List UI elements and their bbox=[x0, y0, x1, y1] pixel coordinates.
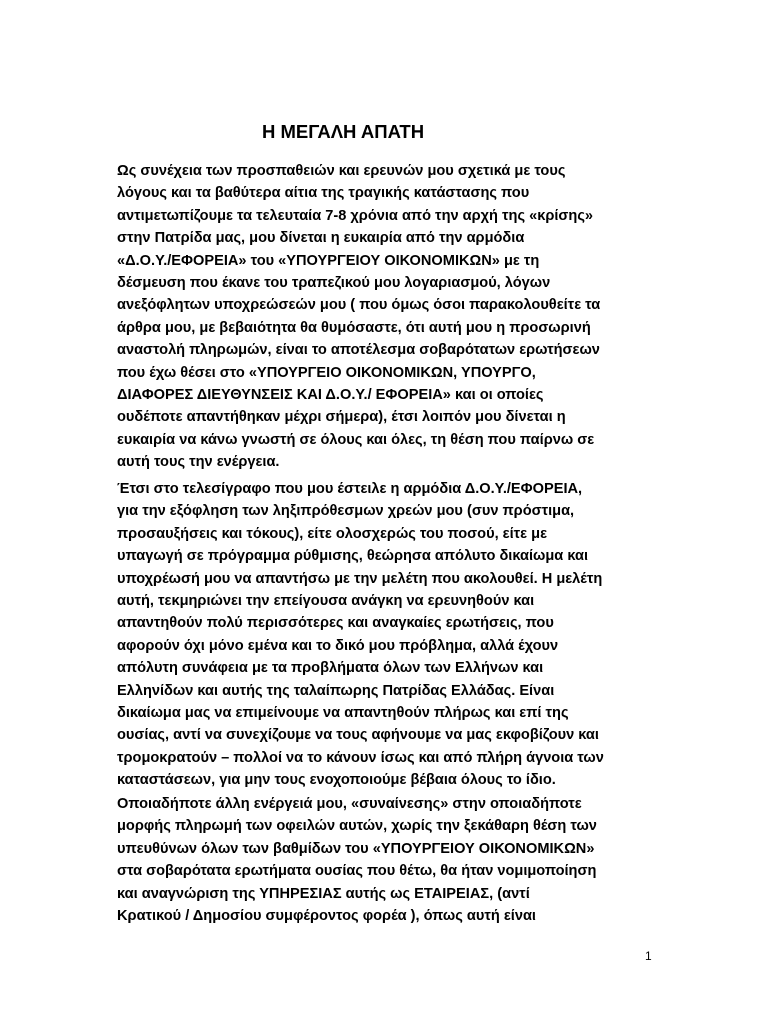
body-text-line: ευκαιρία να κάνω γνωστή σε όλους και όλες, τη θέση που παίρνω σε bbox=[117, 431, 595, 448]
body-text-line: αναστολή πληρωμών, είναι το αποτέλεσμα σοβαρότατων ερωτήσεων bbox=[117, 342, 600, 359]
body-text-line: που έχω θέσει στο «ΥΠΟΥΡΓΕΙΟ ΟΙΚΟΝΟΜΙΚΩΝ, ΥΠΟΥΡΓΟ, bbox=[117, 364, 536, 381]
body-text-line: καταστάσεων, για μην τους ενοχοποιούμε βέβαια όλους το ίδιο. bbox=[117, 772, 556, 789]
body-text-line: αντιμετωπίζουμε τα τελευταία 7-8 χρόνια από την αρχή της «κρίσης» bbox=[117, 207, 594, 224]
body-text-line: απόλυτη συνάφεια με τα προβλήματα όλων των Ελλήνων και bbox=[117, 660, 544, 677]
body-text-line: για την εξόφληση των ληξιπρόθεσμων χρεών μου (συν πρόστιμα, bbox=[117, 503, 575, 520]
body-text-line: υποχρέωσή μου να απαντήσω με την μελέτη που ακολουθεί. Η μελέτη bbox=[117, 570, 603, 587]
body-text-line: Ελληνίδων και αυτής της ταλαίπωρης Πατρίδας Ελλάδας. Είναι bbox=[117, 682, 555, 699]
body-text-line: αφορούν όχι μόνο εμένα και το δικό μου πρόβλημα, αλλά έχουν bbox=[117, 637, 559, 654]
body-text-line: ΔΙΑΦΟΡΕΣ ΔΙΕΥΘΥΝΣΕΙΣ ΚΑΙ Δ.Ο.Υ./ ΕΦΟΡΕΙΑ» και οι οποίες bbox=[117, 387, 544, 403]
body-text-line: ουδέποτε απαντήθηκαν μέχρι σήμερα), έτσι λοιπόν μου δίνεται η bbox=[117, 409, 566, 426]
document-title: Η ΜΕΓΑΛΗ ΑΠΑΤΗ bbox=[262, 121, 425, 142]
body-text-line: προσαυξήσεις και τόκους), είτε ολοσχερώς του ποσού, είτε με bbox=[117, 525, 548, 542]
body-text-line: υπαγωγή σε πρόγραμμα ρύθμισης, θεώρησα απόλυτο δικαίωμα και bbox=[117, 548, 588, 565]
body-text-line: Κρατικού / Δημοσίου συμφέροντος φορέα ), όπως αυτή είναι bbox=[117, 908, 536, 924]
body-text-line: δικαίωμα μας να επιμείνουμε να απαντηθούν πλήρως και επί της bbox=[117, 705, 569, 721]
page-number: 1 bbox=[645, 949, 652, 963]
body-text-line: τρομοκρατούν – πολλοί να το κάνουν ίσως και από πλήρη άγνοια των bbox=[117, 749, 604, 766]
body-text-line: Οποιαδήποτε άλλη ενέργειά μου, «συναίνεσης» στην οποιαδήποτε bbox=[117, 796, 582, 812]
body-text-line: μορφής πληρωμή των οφειλών αυτών, χωρίς την ξεκάθαρη θέση των bbox=[117, 818, 597, 835]
body-text-line: ανεξόφλητων υποχρεώσεών μου ( που όμως όσοι παρακολουθείτε τα bbox=[117, 297, 601, 314]
body-text-line: αυτή, τεκμηριώνει την επείγουσα ανάγκη να ερευνηθούν και bbox=[117, 593, 535, 609]
body-text-line: δέσμευση που έκανε του τραπεζικού μου λογαριασμού, λόγων bbox=[117, 275, 551, 291]
body-text-line: άρθρα μου, με βεβαιότητα θα θυμόσαστε, ότι αυτή μου η προσωρινή bbox=[117, 319, 591, 336]
body-text-line: λόγους και τα βαθύτερα αίτια της τραγικής κατάστασης που bbox=[117, 185, 530, 202]
body-text-line: Έτσι στο τελεσίγραφο που μου έστειλε η αρμόδια Δ.Ο.Υ./ΕΦΟΡΕΙΑ, bbox=[117, 481, 583, 497]
body-text-line: «Δ.Ο.Υ./ΕΦΟΡΕΙΑ» του «ΥΠΟΥΡΓΕΙΟΥ ΟΙΚΟΝΟΜΙΚΩΝ» με τη bbox=[117, 252, 540, 269]
body-text-line: και αναγνώριση της ΥΠΗΡΕΣΙΑΣ αυτής ως ΕΤΑΙΡΕΙΑΣ, (αντί bbox=[117, 885, 530, 902]
body-text-line: απαντηθούν πολύ περισσότερες και αναγκαίες ερωτήσεις, που bbox=[117, 615, 554, 632]
body-text-line: στα σοβαρότατα ερωτήματα ουσίας που θέτω, θα ήταν νομιμοποίηση bbox=[117, 863, 597, 880]
body-text-line: ουσίας, αντί να συνεχίζουμε να τους αφήνουμε να μας εκφοβίζουν και bbox=[117, 727, 599, 744]
body-text-line: υπευθύνων όλων των βαθμίδων του «ΥΠΟΥΡΓΕΙΟΥ ΟΙΚΟΝΟΜΙΚΩΝ» bbox=[117, 840, 595, 857]
body-text-line: στην Πατρίδα μας, μου δίνεται η ευκαιρία από την αρμόδια bbox=[117, 230, 525, 247]
body-text-line: αυτή τους την ενέργεια. bbox=[117, 454, 280, 471]
body-text-line: Ως συνέχεια των προσπαθειών και ερευνών μου σχετικά με τους bbox=[117, 163, 566, 179]
